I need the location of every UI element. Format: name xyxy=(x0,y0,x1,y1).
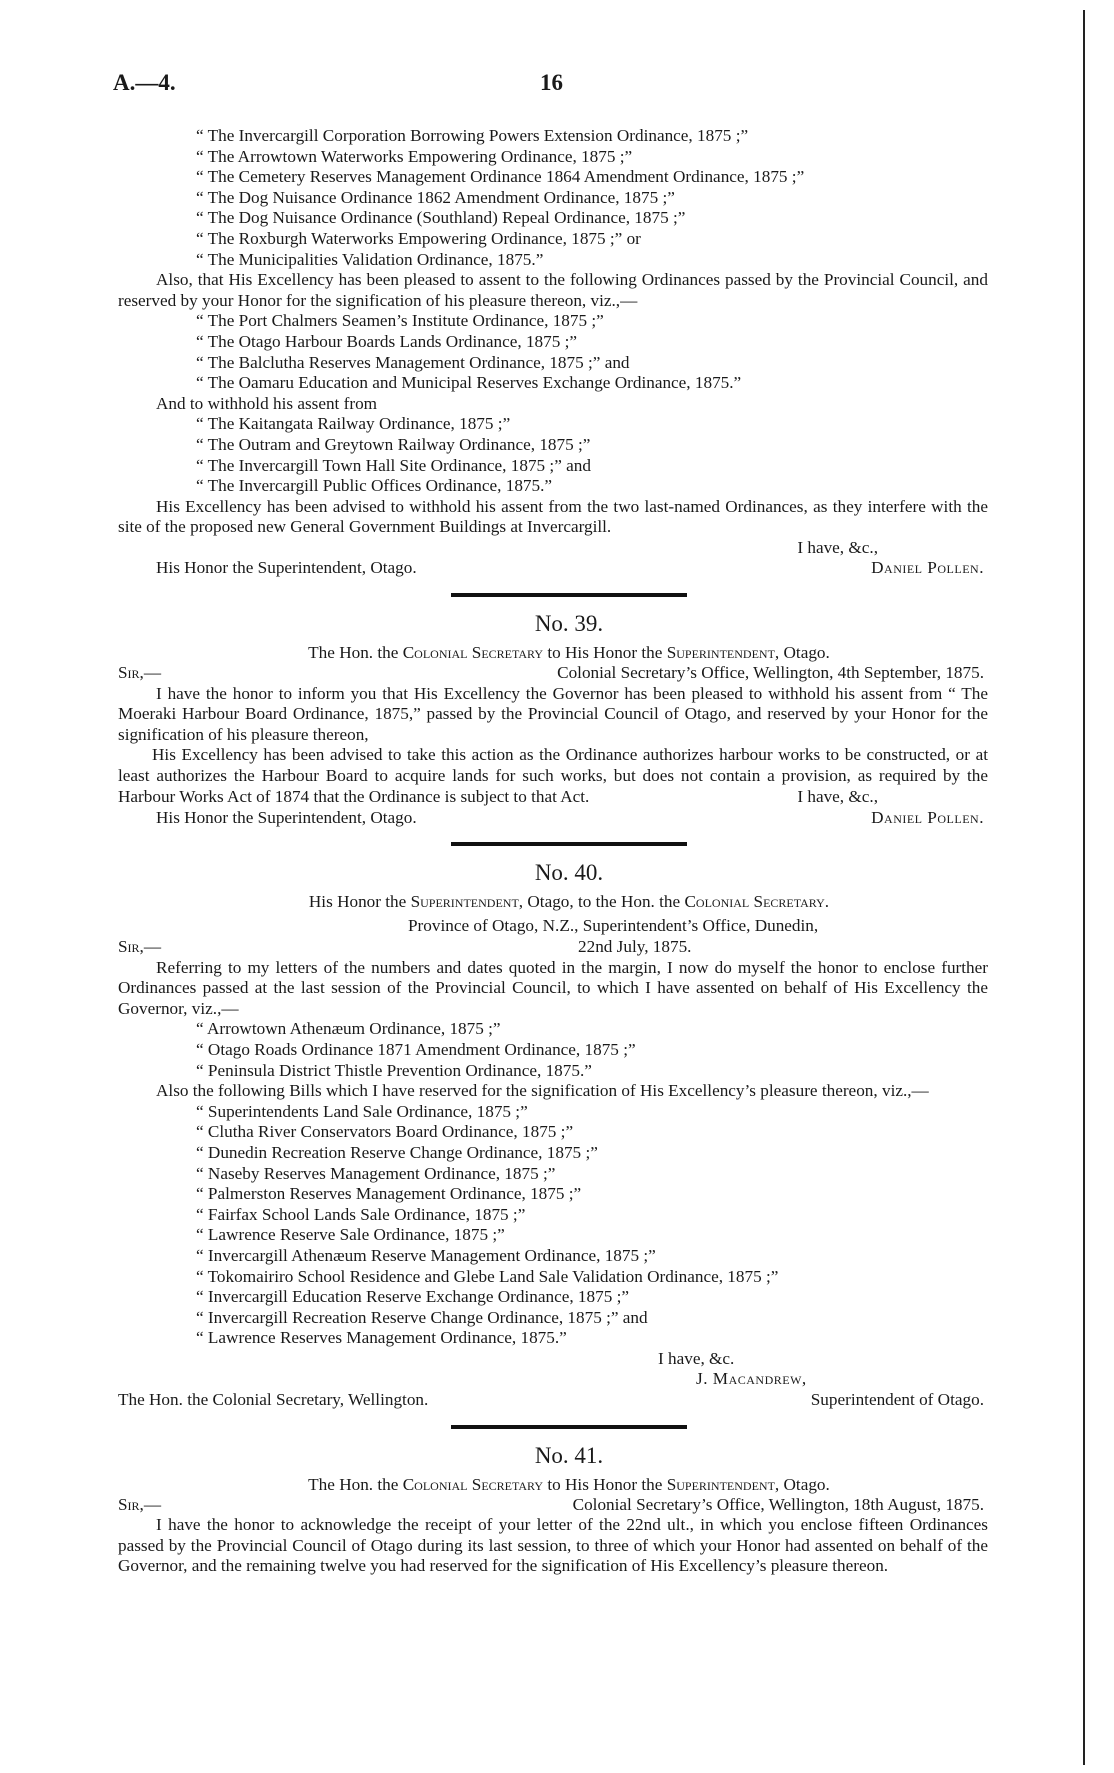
closing-phrase: I have, &c., xyxy=(797,787,878,807)
ordinance-item: “ The Balclutha Reserves Management Ordinance, 1875 ;” and xyxy=(196,352,630,372)
page-number: 16 xyxy=(540,70,563,95)
ordinance-item: “ The Outram and Greytown Railway Ordinance, 1875 ;” xyxy=(196,434,591,454)
parliamentary-paper-code: A.—4. xyxy=(113,70,176,95)
salutation: Sir,— xyxy=(118,663,162,683)
recipient: Superintendent xyxy=(666,1474,775,1494)
office-address: Colonial Secretary’s Office, Wellington, 18th August, 1875. xyxy=(572,1494,984,1514)
page-header xyxy=(0,70,1114,100)
office-address: Colonial Secretary’s Office, Wellington, 4th September, 1875. xyxy=(557,663,984,683)
letter-date: 22nd July, 1875. xyxy=(578,937,692,956)
paragraph: Referring to my letters of the numbers and dates quoted in the margin, I now do myself the honor to enclose further Ordinances passed at the last session of the Provincial Council, to which I have assented on behalf of His Excellency the Governor, viz.,— xyxy=(118,957,988,1018)
salutation: Sir,— xyxy=(118,1494,162,1514)
letter-no-41 xyxy=(118,1443,988,1577)
signature: J. Macandrew, xyxy=(696,1369,807,1389)
ordinance-item: “ Invercargill Athenæum Reserve Management Ordinance, 1875 ;” xyxy=(196,1245,656,1265)
ordinance-item: “ Arrowtown Athenæum Ordinance, 1875 ;” xyxy=(196,1019,501,1039)
ordinance-item: “ Naseby Reserves Management Ordinance, 1875 ;” xyxy=(196,1163,556,1183)
ordinance-item: “ Lawrence Reserves Management Ordinance, 1875.” xyxy=(196,1328,567,1348)
previous-letter xyxy=(118,126,988,579)
paragraph-also-assent: Also, that His Excellency has been pleased to assent to the following Ordinances passed by the Provincial Council, and reserved by your Honor for the signification of his pleasure thereon, viz.,— xyxy=(118,270,988,310)
section-divider xyxy=(451,593,687,597)
paragraph: I have the honor to inform you that His Excellency the Governor has been pleased to withhold his assent from “ The Moeraki Harbour Board Ordinance, 1875,” passed by the Provincial Council of Otago, and reserved by your Honor for the signification of his pleasure thereon, xyxy=(118,683,988,744)
ordinance-item: “ Otago Roads Ordinance 1871 Amendment Ordinance, 1875 ;” xyxy=(196,1039,636,1059)
letter-number: No. 41. xyxy=(534,1442,604,1468)
subhead-text: The Hon. the xyxy=(308,1474,399,1494)
ordinance-item: “ Palmerston Reserves Management Ordinance, 1875 ;” xyxy=(196,1184,582,1204)
addressee: His Honor the Superintendent, Otago. xyxy=(156,558,417,578)
ordinance-item: “ The Dog Nuisance Ordinance 1862 Amendment Ordinance, 1875 ;” xyxy=(196,187,675,207)
letter-no-39 xyxy=(118,611,988,828)
section-divider xyxy=(451,1425,687,1429)
ordinance-item: “ The Invercargill Corporation Borrowing Powers Extension Ordinance, 1875 ;” xyxy=(196,126,749,145)
paragraph: His Excellency has been advised to take this action as the Ordinance authorizes harbour works to be constructed, or at least authorizes the Harbour Board to acquire lands for such works, but does not contain a provision, as required by the Harbour Works Act of 1874 that the Ordinance is subject to that Act. xyxy=(118,745,988,806)
addressee: His Honor the Superintendent, Otago. xyxy=(156,807,417,827)
recipient: Colonial Secretary. xyxy=(684,892,830,912)
ordinance-item: “ The Municipalities Validation Ordinance, 1875.” xyxy=(196,249,544,269)
subhead-text: The Hon. the xyxy=(308,643,399,663)
section-divider xyxy=(451,842,687,846)
signatory-title: Superintendent of Otago. xyxy=(810,1390,984,1410)
subhead-text: , Otago, to the Hon. the xyxy=(518,892,681,912)
paragraph-advised: His Excellency has been advised to withhold his assent from the two last-named Ordinances, as they interfere with the site of the proposed new General Government Buildings at Invercargill. xyxy=(118,496,988,537)
ordinance-item: “ Fairfax School Lands Sale Ordinance, 1875 ;” xyxy=(196,1204,526,1224)
salutation-row xyxy=(118,937,988,958)
letter-no-40 xyxy=(118,860,988,1410)
signature-row xyxy=(118,1390,988,1411)
office-address: Province of Otago, N.Z., Superintendent’s Office, Dunedin, xyxy=(408,916,819,936)
closing-phrase: I have, &c., xyxy=(797,537,878,557)
ordinance-item: “ Clutha River Conservators Board Ordinance, 1875 ;” xyxy=(196,1122,574,1142)
document-body xyxy=(118,126,988,1577)
ordinance-item: “ Tokomairiro School Residence and Glebe Land Sale Validation Ordinance, 1875 ;” xyxy=(196,1266,779,1286)
subhead-text: to His Honor the xyxy=(547,643,663,663)
ordinance-item: “ The Invercargill Town Hall Site Ordinance, 1875 ;” and xyxy=(196,455,591,475)
letter-number: No. 40. xyxy=(534,860,604,886)
subhead-text: , Otago. xyxy=(774,1474,830,1494)
ordinance-item: “ Invercargill Education Reserve Exchange Ordinance, 1875 ;” xyxy=(196,1287,630,1307)
ordinance-item: “ The Otago Harbour Boards Lands Ordinance, 1875 ;” xyxy=(196,331,578,351)
signature-row xyxy=(118,558,988,579)
addressee: The Hon. the Colonial Secretary, Wellington. xyxy=(118,1390,429,1410)
ordinance-item: “ Superintendents Land Sale Ordinance, 1875 ;” xyxy=(196,1101,528,1121)
paragraph: I have the honor to acknowledge the receipt of your letter of the 22nd ult., in which you enclose fifteen Ordinances passed by the Provincial Council of Otago during its last session, to three of which your Honor had assented on behalf of the Governor, and the remaining twelve you had reserved for the signification of His Excellency’s pleasure thereon. xyxy=(118,1515,988,1576)
page-edge-rule xyxy=(1083,10,1085,1765)
sender: Colonial Secretary xyxy=(402,643,544,663)
signature: Daniel Pollen. xyxy=(871,807,984,827)
withhold-intro: And to withhold his assent from xyxy=(156,393,378,413)
letter-subheading xyxy=(134,892,1004,912)
ordinance-item: “ The Roxburgh Waterworks Empowering Ordinance, 1875 ;” or xyxy=(196,228,641,248)
ordinance-item: “ The Invercargill Public Offices Ordinance, 1875.” xyxy=(196,476,553,496)
ordinance-item: “ The Arrowtown Waterworks Empowering Ordinance, 1875 ;” xyxy=(196,146,633,166)
sender: Superintendent xyxy=(410,892,519,912)
ordinance-item: “ Dunedin Recreation Reserve Change Ordinance, 1875 ;” xyxy=(196,1142,598,1162)
closing-phrase: I have, &c. xyxy=(658,1348,735,1368)
subhead-text: , Otago. xyxy=(774,643,830,663)
sender: Colonial Secretary xyxy=(402,1474,544,1494)
ordinance-item: “ Lawrence Reserve Sale Ordinance, 1875 ;” xyxy=(196,1225,505,1245)
salutation-row xyxy=(118,1495,988,1516)
ordinance-item: “ The Port Chalmers Seamen’s Institute Ordinance, 1875 ;” xyxy=(196,311,604,331)
paragraph: Also the following Bills which I have reserved for the signification of His Excellency’s pleasure thereon, viz.,— xyxy=(156,1081,929,1101)
ordinance-item: “ Invercargill Recreation Reserve Change Ordinance, 1875 ;” and xyxy=(196,1307,648,1327)
recipient: Superintendent xyxy=(666,643,775,663)
signature: Daniel Pollen. xyxy=(871,558,984,578)
ordinance-item: “ The Kaitangata Railway Ordinance, 1875 ;” xyxy=(196,414,511,434)
ordinance-item: “ The Cemetery Reserves Management Ordinance 1864 Amendment Ordinance, 1875 ;” xyxy=(196,167,805,187)
salutation-row xyxy=(118,663,988,684)
subhead-text: His Honor the xyxy=(308,892,407,912)
ordinance-item: “ The Oamaru Education and Municipal Reserves Exchange Ordinance, 1875.” xyxy=(196,373,742,393)
salutation: Sir,— xyxy=(118,937,162,956)
ordinance-item: “ Peninsula District Thistle Prevention Ordinance, 1875.” xyxy=(196,1060,592,1080)
letter-subheading xyxy=(134,1475,1004,1495)
letter-number: No. 39. xyxy=(534,611,604,637)
ordinance-item: “ The Dog Nuisance Ordinance (Southland) Repeal Ordinance, 1875 ;” xyxy=(196,208,686,228)
letter-subheading xyxy=(134,643,1004,663)
subhead-text: to His Honor the xyxy=(547,1474,663,1494)
signature-row xyxy=(118,808,988,829)
